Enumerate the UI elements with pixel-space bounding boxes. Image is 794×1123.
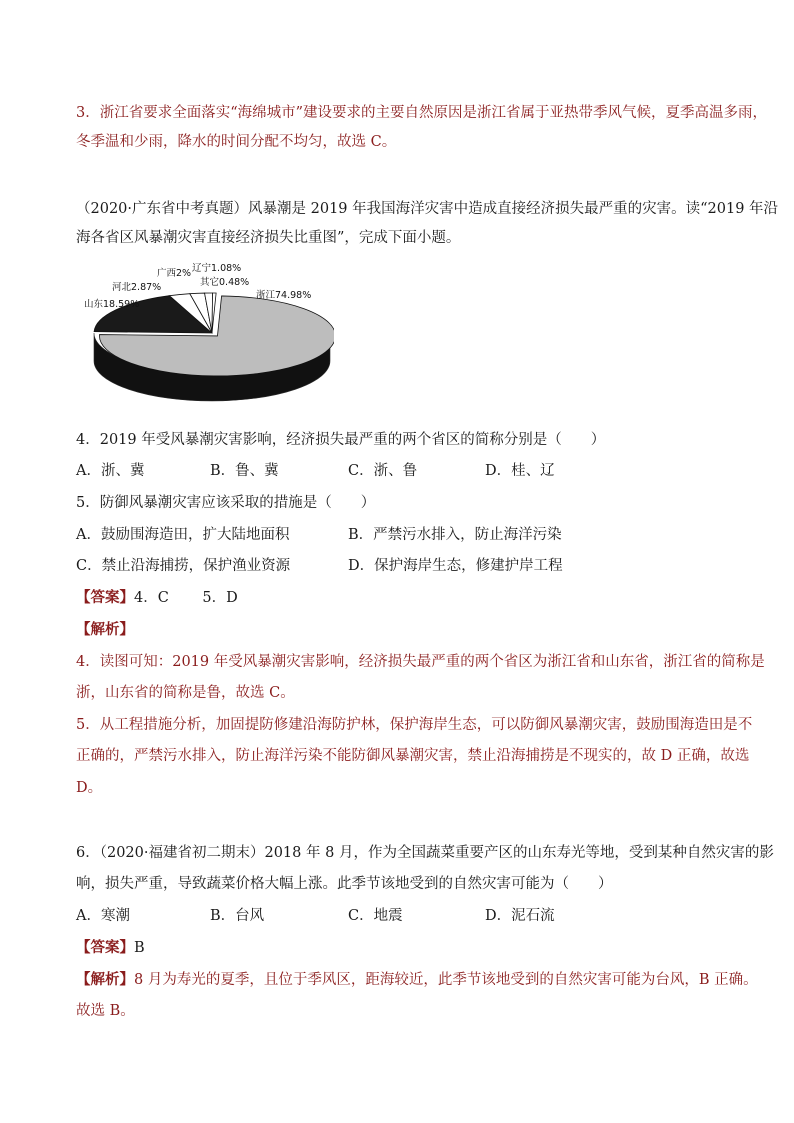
q5-stem: 5．防御风暴潮灾害应该采取的措施是（ ）	[76, 495, 376, 511]
q4-option-d: D．桂、辽	[485, 463, 555, 479]
q6-line2: 响，损失严重，导致蔬菜价格大幅上涨。此季节该地受到的自然灾害可能为（ ）	[76, 876, 613, 892]
analysis-4-line1: 4．读图可知：2019 年受风暴潮灾害影响，经济损失最严重的两个省区为浙江省和山东省，浙江省的简称是	[76, 654, 765, 670]
label-shandong: 山东18.59%	[84, 299, 140, 310]
intro-line2: 海各省区风暴潮灾害直接经济损失比重图”，完成下面小题。	[76, 230, 461, 246]
intro-line1: （2020·广东省中考真题）风暴潮是 2019 年我国海洋灾害中造成直接经济损失最严重的灾害。读“2019 年沿	[76, 201, 779, 217]
analysis-tag: 【解析】	[76, 621, 134, 638]
q4-stem: 4．2019 年受风暴潮灾害影响，经济损失最严重的两个省区的简称分别是（ ）	[76, 432, 606, 448]
q6-option-a: A．寒潮	[76, 908, 130, 924]
q4-option-c: C．浙、鲁	[348, 463, 418, 479]
q3-explanation-line2: 冬季温和少雨，降水的时间分配不均匀，故选 C。	[76, 134, 397, 150]
q5-option-d: D．保护海岸生态，修建护岸工程	[348, 558, 563, 574]
q6-option-b: B．台风	[210, 908, 265, 924]
q4-option-a: A．浙、冀	[76, 463, 145, 479]
q5-option-a: A．鼓励围海造田，扩大陆地面积	[76, 527, 290, 543]
q3-explanation-line1: 3．浙江省要求全面落实“海绵城市”建设要求的主要自然原因是浙江省属于亚热带季风气候，夏季高温多雨，	[76, 105, 768, 121]
q6-option-c: C．地震	[348, 908, 403, 924]
pie-chart-svg	[84, 255, 334, 415]
answer6-tag: 【答案】	[76, 939, 134, 956]
q5-option-b: B．严禁污水排入，防止海洋污染	[348, 527, 562, 543]
q4-option-b: B．鲁、冀	[210, 463, 279, 479]
analysis-5-line2: 正确的，严禁污水排入，防止海洋污染不能防御风暴潮灾害，禁止沿海捕捞是不现实的，故 D 正确，故选	[76, 748, 750, 764]
label-guangxi: 广西2%	[157, 268, 192, 279]
answer-tag: 【答案】	[76, 589, 134, 606]
pie-slice-others	[212, 293, 216, 333]
analysis-5-line3: D。	[76, 780, 103, 796]
pie-chart-figure	[84, 255, 334, 415]
analysis6-text: 8 月为寿光的夏季，且位于季风区，距海较近，此季节该地受到的自然灾害可能为台风，B 正确。	[134, 972, 758, 988]
q6-line1: 6．（2020·福建省初二期末）2018 年 8 月，作为全国蔬菜重要产区的山东寿光等地，受到某种自然灾害的影	[76, 845, 774, 861]
label-liaoning: 辽宁1.08%	[192, 263, 242, 274]
label-zhejiang: 浙江74.98%	[256, 290, 312, 301]
analysis-4-line2: 浙，山东省的简称是鲁，故选 C。	[76, 685, 295, 701]
answer6-text: B	[134, 940, 145, 956]
label-others: 其它0.48%	[200, 277, 250, 288]
analysis-5-line1: 5．从工程措施分析，加固提防修建沿海防护林，保护海岸生态，可以防御风暴潮灾害，鼓励围海造田是不	[76, 717, 753, 733]
q5-option-c: C．禁止沿海捕捞，保护渔业资源	[76, 558, 291, 574]
analysis-6-line1	[76, 970, 758, 990]
label-hebei: 河北2.87%	[112, 282, 162, 293]
answer-45	[76, 588, 238, 608]
analysis-6-line2: 故选 B。	[76, 1003, 135, 1019]
analysis6-tag: 【解析】	[76, 971, 134, 988]
answer-6	[76, 938, 145, 958]
q6-option-d: D．泥石流	[485, 908, 555, 924]
answer-text: 4．C 5．D	[134, 590, 238, 606]
